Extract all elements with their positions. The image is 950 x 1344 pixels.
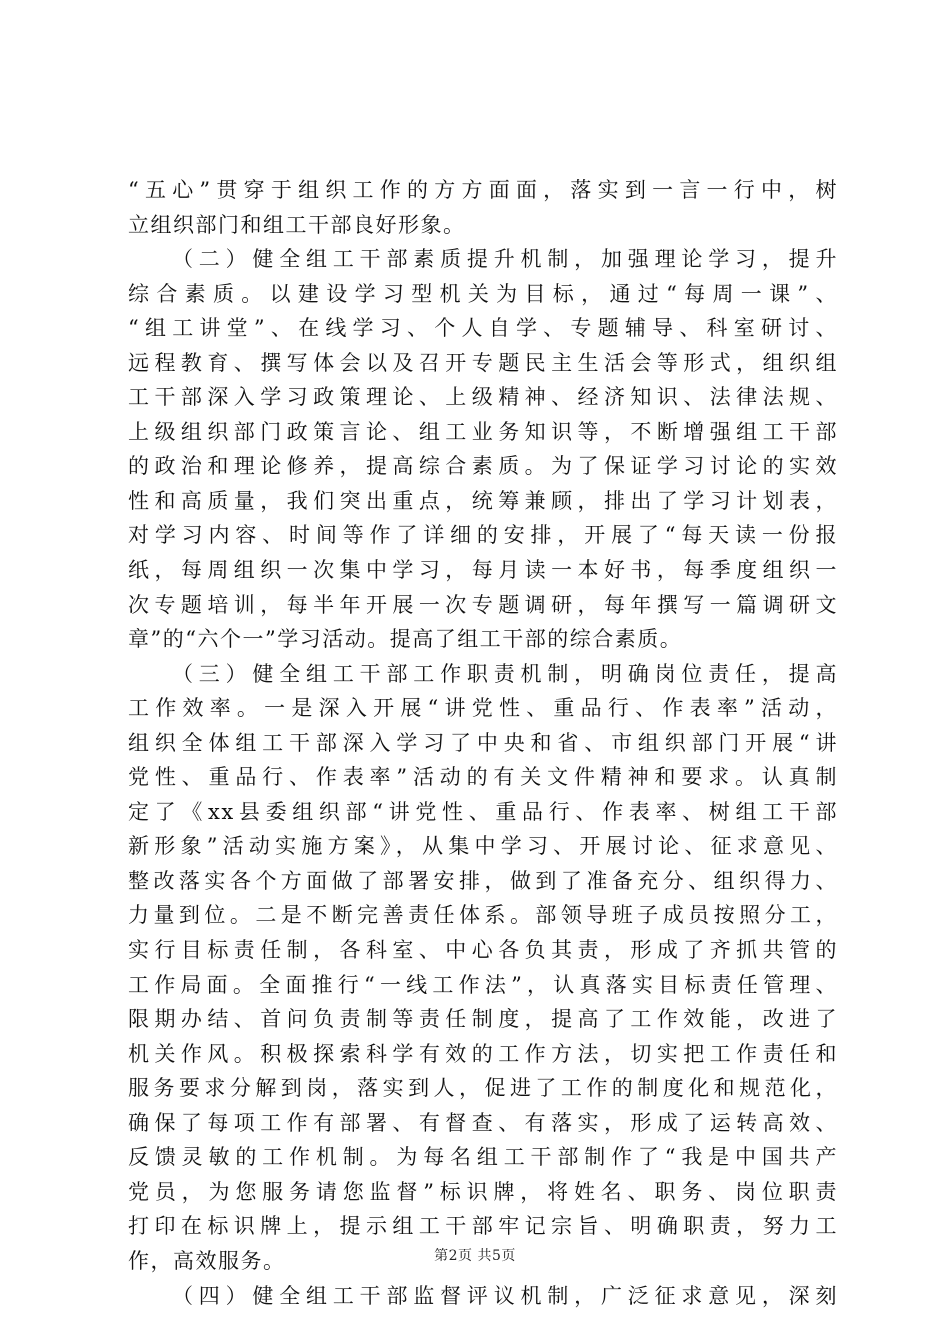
text-line: 作，高效服务。 — [128, 1248, 286, 1273]
text-line: 整改落实各个方面做了部署安排，做到了准备充分、组织得力、 — [128, 868, 838, 893]
text-line: （二）健全组工干部素质提升机制，加强理论学习，提升 — [172, 247, 838, 272]
text-line: “五心”贯穿于组织工作的方方面面，落实到一言一行中，树 — [128, 178, 838, 202]
text-line: 综合素质。以建设学习型机关为目标，通过“每周一课”、 — [128, 281, 838, 306]
text-line: 纸，每周组织一次集中学习，每月读一本好书，每季度组织一 — [128, 558, 838, 583]
text-line: 限期办结、首问负责制等责任制度，提高了工作效能，改进了 — [128, 1007, 838, 1032]
text-line: 组织全体组工干部深入学习了中央和省、市组织部门开展“讲 — [128, 730, 838, 755]
text-line: 确保了每项工作有部署、有督查、有落实，形成了运转高效、 — [128, 1110, 838, 1135]
page-number-footer: 第2页 共5页 — [434, 1248, 516, 1264]
text-line: （三）健全组工干部工作职责机制，明确岗位责任，提高 — [172, 661, 838, 686]
text-line: 工干部深入学习政策理论、上级精神、经济知识、法律法规、 — [128, 385, 838, 410]
text-line: 定了《xx县委组织部“讲党性、重品行、作表率、树组工干部 — [128, 799, 838, 824]
text-line: 次专题培训，每半年开展一次专题调研，每年撰写一篇调研文 — [128, 592, 838, 617]
text-line: 机关作风。积极探索科学有效的工作方法，切实把工作责任和 — [128, 1041, 838, 1066]
text-line: 上级组织部门政策言论、组工业务知识等，不断增强组工干部 — [128, 419, 838, 444]
text-line: （四）健全组工干部监督评议机制，广泛征求意见，深刻 — [172, 1283, 838, 1308]
text-line: 远程教育、撰写体会以及召开专题民主生活会等形式，组织组 — [128, 350, 838, 375]
text-line: 工作效率。一是深入开展“讲党性、重品行、作表率”活动， — [128, 696, 838, 721]
text-line: 立组织部门和组工干部良好形象。 — [128, 212, 466, 237]
text-line: 性和高质量，我们突出重点，统筹兼顾，排出了学习计划表， — [128, 488, 838, 513]
document-body — [128, 173, 838, 1313]
text-line: 党员，为您服务请您监督”标识牌，将姓名、职务、岗位职责 — [128, 1179, 838, 1204]
text-line: 力量到位。二是不断完善责任体系。部领导班子成员按照分工， — [128, 903, 838, 928]
text-line: 反馈灵敏的工作机制。为每名组工干部制作了“我是中国共产 — [128, 1145, 838, 1170]
text-line: 对学习内容、时间等作了详细的安排，开展了“每天读一份报 — [128, 523, 838, 548]
text-line: 党性、重品行、作表率”活动的有关文件精神和要求。认真制 — [128, 765, 838, 790]
text-line: “组工讲堂”、在线学习、个人自学、专题辅导、科室研讨、 — [128, 316, 838, 341]
text-line: 服务要求分解到岗，落实到人，促进了工作的制度化和规范化， — [128, 1076, 838, 1101]
text-line: 新形象”活动实施方案》，从集中学习、开展讨论、征求意见、 — [128, 834, 838, 859]
text-line: 章”的“六个一”学习活动。提高了组工干部的综合素质。 — [128, 627, 683, 652]
text-line: 的政治和理论修养，提高综合素质。为了保证学习讨论的实效 — [128, 454, 838, 479]
text-line: 打印在标识牌上，提示组工干部牢记宗旨、明确职责，努力工 — [128, 1214, 838, 1239]
text-line: 工作局面。全面推行“一线工作法”，认真落实目标责任管理、 — [128, 972, 838, 997]
text-line: 实行目标责任制，各科室、中心各负其责，形成了齐抓共管的 — [128, 938, 838, 963]
